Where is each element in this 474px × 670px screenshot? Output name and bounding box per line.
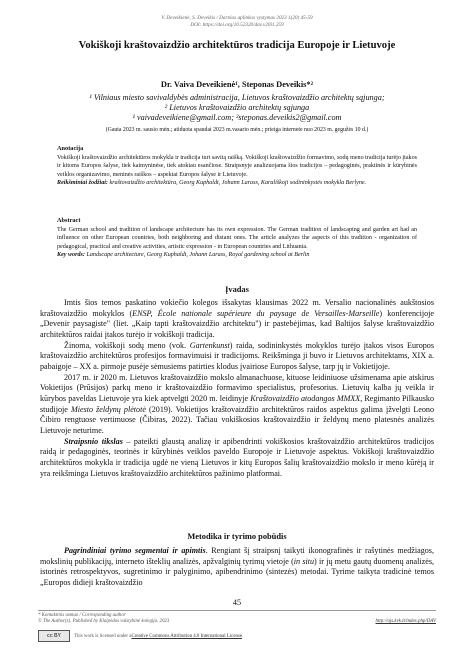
running-head-citation: V. Deveikienė, S. Deveikis / Darnios aplinkos vystymas 2023 1(20) 45-59 [161, 15, 313, 21]
creative-commons-badge-icon[interactable]: cc BY [38, 630, 70, 642]
ivadas-paragraph-2: Žinoma, vokiškoji sodų meno (vok. Gartenkunst) raida, sodininkystės mokyklos turėjo įtakos visos Europos kraštovaizdžio architektūros profesijos formavimuisi ir tradicijoms. Reikšminga ji buvo ir Lietuvos architektams, XIX a. pabaigoje – XX a. pirmoje pusėje sėmusiems patirties klodus įvairiose Europos šalyse, tarp jų ir Vokietijoje. [40, 340, 435, 371]
page-number: 45 [232, 598, 242, 607]
paper-title: Vokiškoji kraštovaizdžio architektūros tradicija Europoje ir Lietuvoje [78, 40, 396, 51]
abstract-block [57, 217, 417, 260]
section-heading-metodika: Metodika ir tyrimo pobūdis [187, 532, 287, 541]
anotacija-heading: Anotacija [57, 145, 84, 152]
journal-url-link[interactable]: http://ojs.kvk.lt/index.php/DAV [375, 619, 436, 624]
ivadas-paragraph-3: 2017 m. ir 2020 m. Lietuvos kraštovaizdžio mokslo almanachuose, kituose leidiniuose užsimenama apie atskirus Vokietijos (Prūsijos) parkų meno ir kraštovaizdžio formavimo specialistus, profesorius. Lietuvių kalba jų veikla ir kūrybos paveldas Lietuvoje yra kiek aptvelgti 2020 m. leidinyje Kraštovaizdžio atodangos MMXX, Regimanto Pilkausko studijoje Miesto želdynų plėtotė (2019). Vokietijos kraštovaizdžio architektūros raidos aspektus galima įžvelgti Leono Čibiro rengtuose vertimuose (Čibiras, 2022). Tačiau vokiškosios kraštovaizdžio ir želdynų meno platesnės analizės Lietuvoje neturime. [40, 372, 435, 435]
anotacija-keywords [57, 179, 417, 188]
abstract-heading: Abstract [57, 217, 81, 224]
running-head-doi: DOI: https://doi.org/10.52320/dav.v20i1.259 [190, 22, 284, 28]
metodika-body [40, 546, 434, 589]
footer-divider [38, 610, 436, 611]
abstract-keywords [57, 251, 417, 260]
footer-notes [38, 613, 436, 625]
ivadas-paragraph-1: Imtis šios temos paskatino vokiečio kolegos išsakytas klausimas 2022 m. Versalio nacionalinės aukštosios kraštovaizdžio mokyklos (ENSP, École nationale supérieure du paysage de Versailles-Marseille) konferencijoje „Devenir paysagiste" (liet. „Kaip tapti kraštovaizdžio architektu") ir pastebėjimas, kad Baltijos šalyse kraštovaizdžio architektūros raidai įtakos turėjo ir vokiškoji tradicija. [40, 298, 434, 339]
section-heading-ivadas: Įvadas [225, 285, 249, 294]
author-list: Dr. Vaiva Deveikienė¹, Steponas Deveikis*² [160, 80, 314, 89]
keywords-label-en: Key words: [57, 252, 85, 259]
metodika-paragraph-1: Pagrindiniai tyrimo segmentai ir apimtis. Rengiant šį straipsnį taikyti ikonografinės ir rašytinės medžiagos, mokslinių publikacijų, interneto išteklių analizės, apžvalginių tyrimų vietoje (in situ) ir jų metu gautų duomenų analizės, istorinės retrospektyvos, sugretinimo ir palyginimo, apibendrinimo (sintezės) metodai. Tyrime taikyta tradicinė temos „Europos didieji kraštovaizdžio [40, 546, 434, 587]
license-suffix: . [242, 633, 244, 639]
copyright-note: © The Author(s). Published by Klaipėdos valstybinė kolegija. 2023 [38, 619, 170, 624]
ivadas-body [40, 298, 434, 479]
corresponding-author-note: * Kontaktinis asmuo / Corresponding author [38, 613, 126, 618]
ivadas-paragraph-4: Straipsnio tikslas – pateikti glaustą analizę ir apibendrinti vokiškosios kraštovaizdžio architektūros tradicijos raidą ir pedagoginės, teorinės ir kūrybinės veiklos paveldo Europoje ir Lietuvoje aspektus. Vokiškoji kraštovaizdžio architektūros mokykla ir tradicija ugdė ne vieną Lietuvos ir kitų Europos šalių kraštovaizdžio mokslo ir meno kūrėją ir yra reikšminga Lietuvos kraštovaizdžio architektūros pažinimo platformai. [40, 436, 434, 478]
keywords-en: Landscape architecture, Georg Kuphaldt, Johann Larass, Royal gardening school at Berlin [84, 252, 310, 259]
running-head [0, 15, 474, 29]
keywords-lt: kraštovaizdžio architektūra, Georg Kuphaldt, Johann Larass, Karališkoji sodininkystės mokykla Berlyne. [107, 180, 367, 187]
license-line [38, 630, 243, 642]
abstract-text: The German school and tradition of landscape architecture has its own expression. The German tradition of landscaping and garden art had an influence on other European countries, both neighboring and distant ones. The article analyzes the aspects of this tradition - organization of pedagogical, practical and creative activities, artistic expression - in European countries and Lithuania. [57, 226, 417, 250]
license-prefix: This work is licensed under a [74, 633, 132, 639]
author-emails: ¹ vaivadeveikiene@gmail.com; ²steponas.deveikis2@gmail.com [132, 113, 342, 122]
keywords-label-lt: Reikšminiai žodžiai: [57, 180, 108, 187]
submission-dates: (Gauta 2023 m. sausio mėn.; atiduota spaudai 2023 m.vasario mėn.; prieiga internete nuo 2023 m. gegužės 10 d.) [105, 127, 369, 133]
license-link[interactable]: Creative Commons Attribution 4.0 International License [131, 633, 243, 639]
anotacija-text: Vokiškoji kraštovaizdžio architektūros mokykla ir tradicija turi savitą raišką. Vokiškoji kraštovaizdžio formavimo, sodų meno tradicija turėjo įtakos ir kitoms Europos šalyse, tiek kaimyninėse, tiek atokiau esančiose. Straipsnyje analizuojama šios tradicijos – pedagoginės, praktinės ir kūrybinės veiklos organizavimo, meninės raiškos – aspektai Europos šalyse ir Lietuvoje. [57, 154, 417, 178]
anotacija-block [57, 145, 417, 188]
affiliation-2: ² Lietuvos kraštovaizdžio architektų sąjunga [164, 103, 310, 112]
affiliation-1: ¹ Vilniaus miesto savivaldybės administracija, Lietuvos kraštovaizdžio architektų sąjunga; [89, 93, 385, 102]
